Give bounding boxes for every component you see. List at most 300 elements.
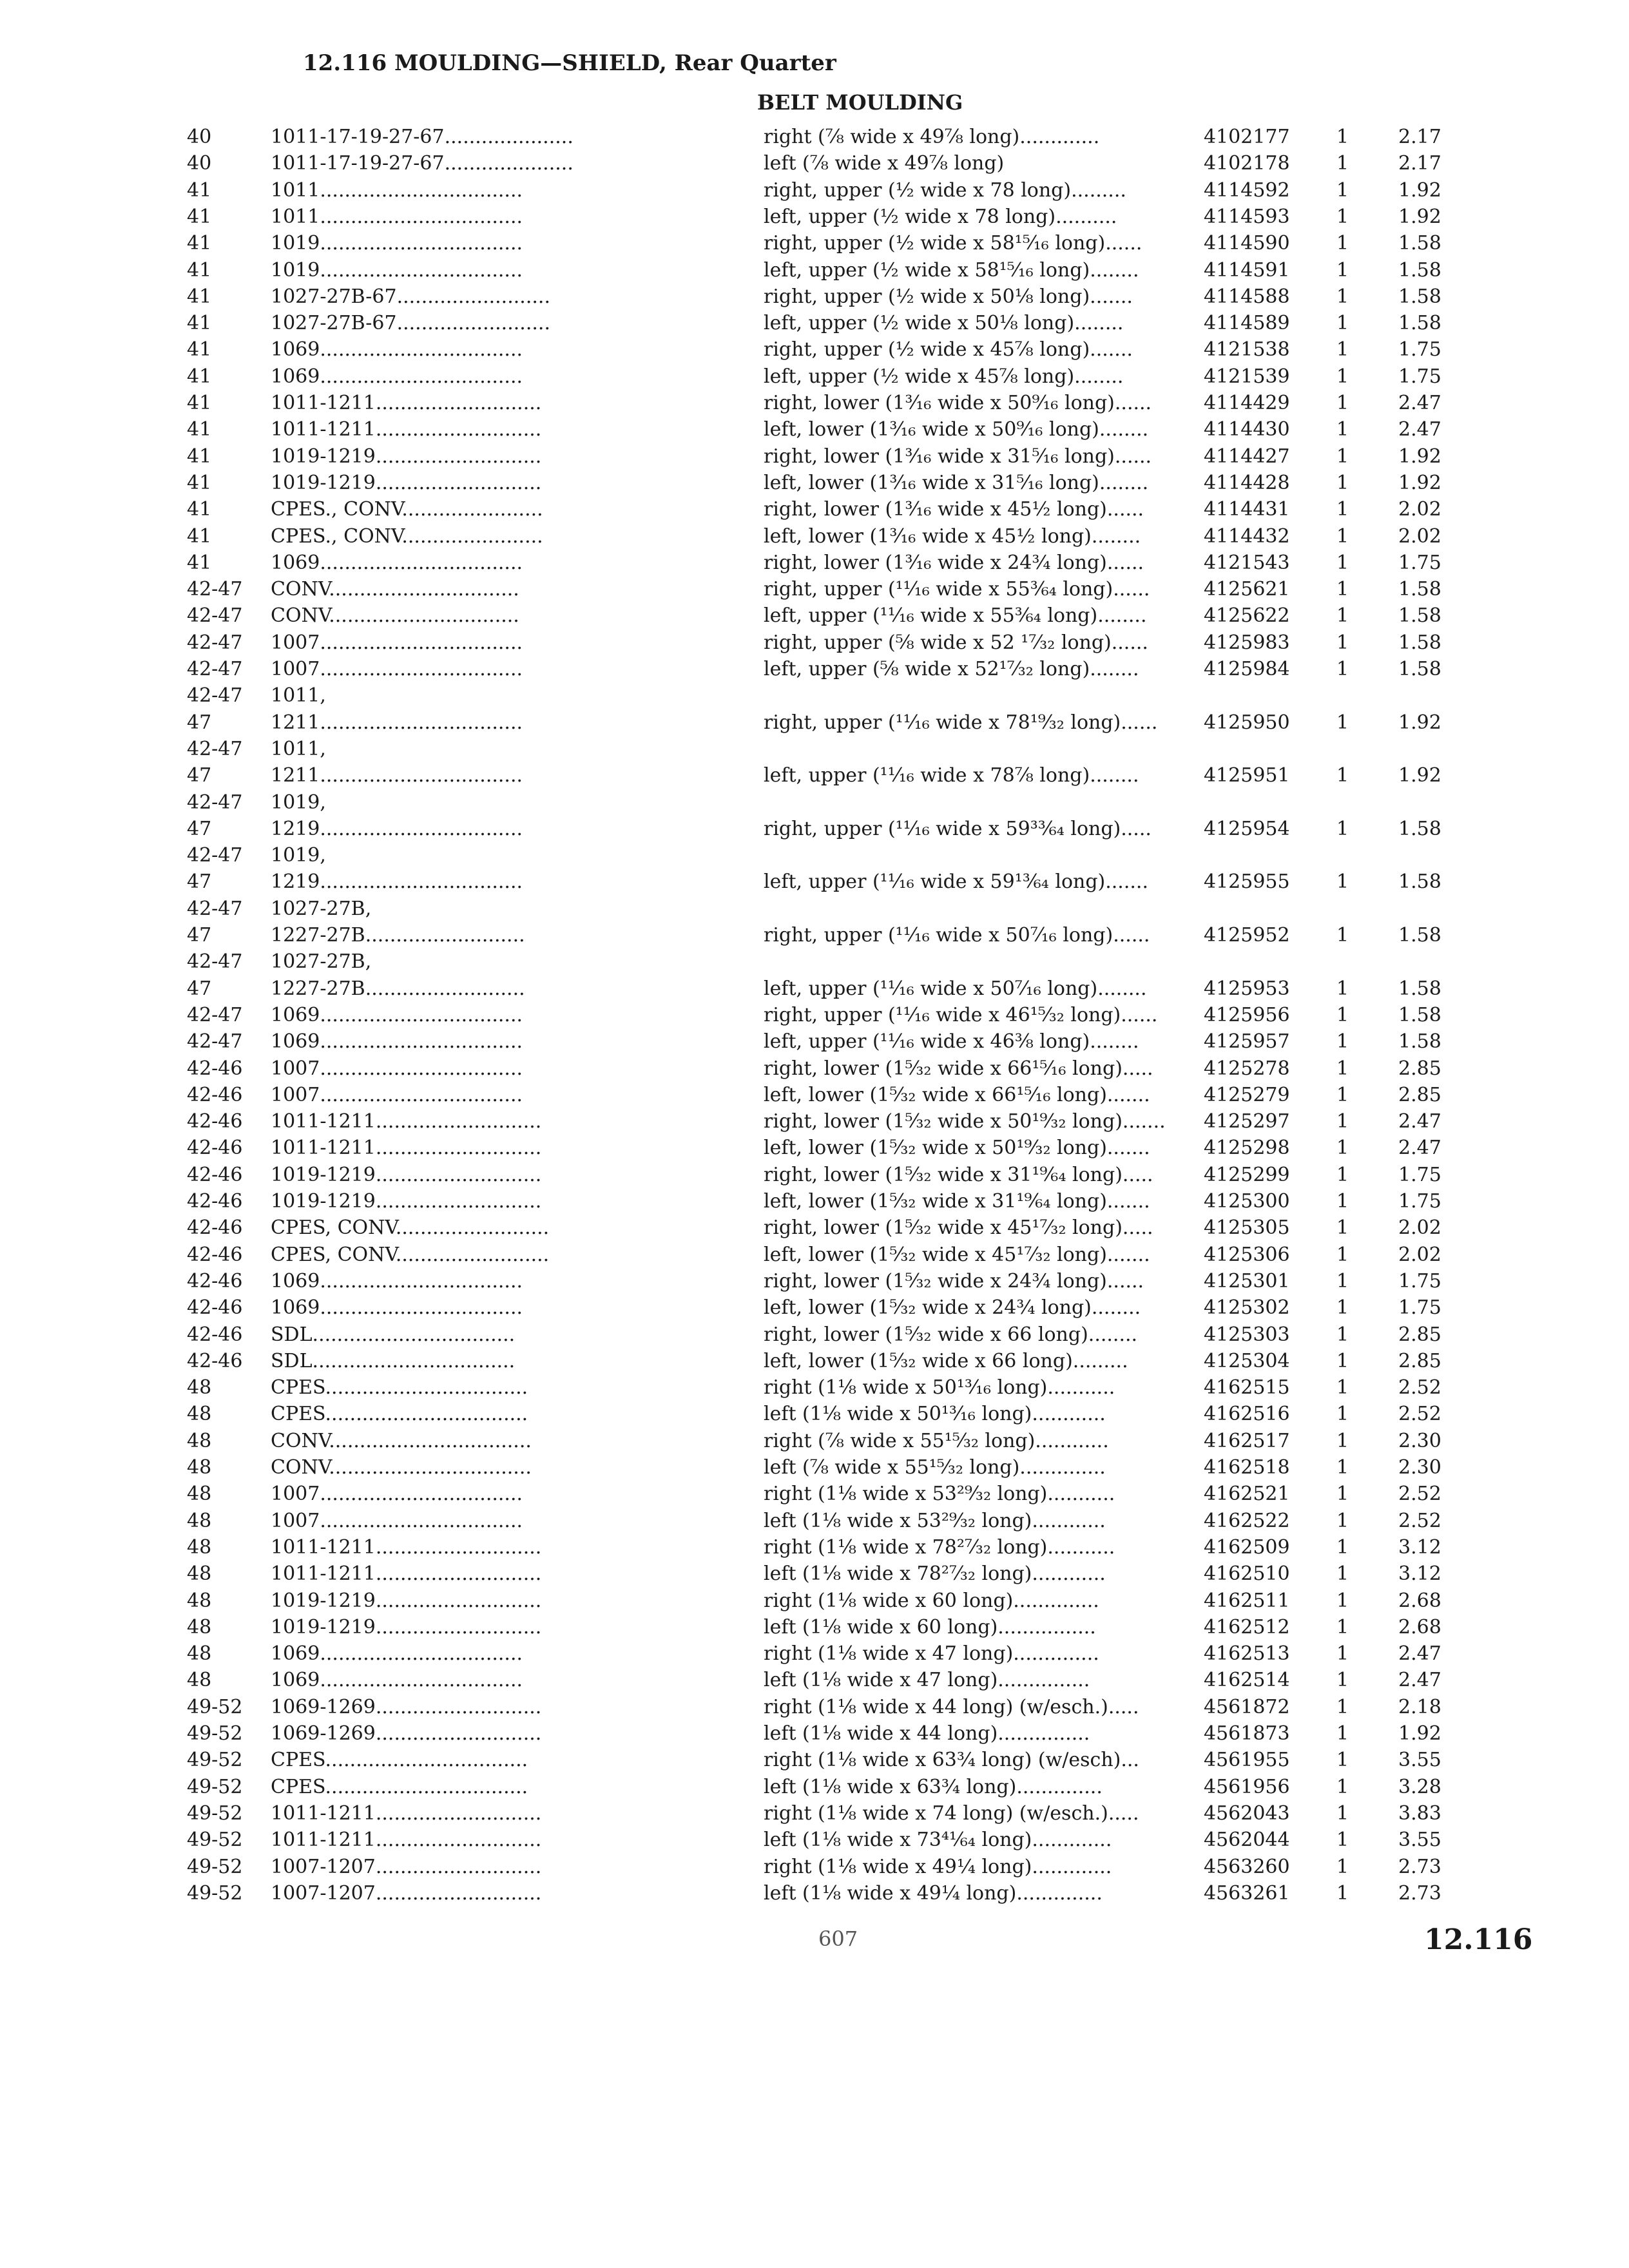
quantity: 1: [1336, 232, 1349, 255]
part-number: 4125299: [1204, 1163, 1290, 1186]
model-list: SDL.................................: [271, 1349, 516, 1372]
figure-number: 42-46: [187, 1057, 243, 1080]
price: 1.58: [1398, 631, 1441, 654]
model-list: 1027-27B-67.........................: [271, 285, 550, 308]
quantity: 1: [1336, 551, 1349, 574]
part-number: 4162513: [1204, 1642, 1290, 1666]
figure-number: 42-47: [187, 844, 243, 867]
price: 2.47: [1398, 1137, 1441, 1160]
part-description: left, lower (1⁵⁄₃₂ wide x 24¾ long)........: [764, 1296, 1141, 1320]
figure-number: 42-47: [187, 1003, 243, 1026]
price: 1.58: [1398, 258, 1441, 282]
price: 1.58: [1398, 232, 1441, 255]
part-number: 4125953: [1204, 977, 1290, 1000]
table-row: [0, 869, 1629, 895]
part-description: left, lower (1³⁄₁₆ wide x 45½ long)........: [764, 524, 1141, 548]
price: 2.17: [1398, 152, 1441, 175]
price: 2.52: [1398, 1509, 1441, 1532]
part-description: left, lower (1⁵⁄₃₂ wide x 66¹⁵⁄₁₆ long).......: [764, 1083, 1150, 1106]
model-list: 1219.................................: [271, 817, 523, 840]
table-row: [0, 1135, 1629, 1161]
part-number: 4561956: [1204, 1775, 1290, 1798]
part-number: 4114430: [1204, 418, 1290, 441]
quantity: 1: [1336, 1775, 1349, 1798]
quantity: 1: [1336, 870, 1349, 894]
price: 2.02: [1398, 1243, 1441, 1266]
part-description: right, lower (1⁵⁄₃₂ wide x 66 long)........: [764, 1323, 1138, 1346]
page-code: 12.116: [1424, 1923, 1533, 1956]
quantity: 1: [1336, 524, 1349, 548]
price: 2.73: [1398, 1855, 1441, 1878]
table-row: [0, 922, 1629, 948]
price: 1.58: [1398, 578, 1441, 601]
figure-number: 42-46: [187, 1083, 243, 1106]
model-list: 1069.................................: [271, 1642, 523, 1666]
quantity: 1: [1336, 205, 1349, 228]
table-row: [0, 1880, 1629, 1907]
figure-number: 42-46: [187, 1190, 243, 1213]
figure-number: 48: [187, 1376, 212, 1399]
model-list: 1069.................................: [271, 365, 523, 388]
part-description: right (1⅛ wide x 53²⁹⁄₃₂ long)...........: [764, 1483, 1115, 1506]
figure-number: 47: [187, 764, 212, 787]
price: 1.92: [1398, 178, 1441, 202]
part-description: right, lower (1⁵⁄₃₂ wide x 31¹⁹⁄₆₄ long).....: [764, 1163, 1153, 1186]
part-description: right, lower (1³⁄₁₆ wide x 24¾ long)......: [764, 551, 1144, 574]
part-number: 4162515: [1204, 1376, 1290, 1399]
model-list: 1007-1207...........................: [271, 1881, 542, 1905]
figure-number: 47: [187, 870, 212, 894]
part-number: 4162516: [1204, 1403, 1290, 1426]
figure-number: 42-46: [187, 1110, 243, 1133]
quantity: 1: [1336, 126, 1349, 148]
part-number: 4125302: [1204, 1296, 1290, 1320]
model-list: 1011-1211...........................: [271, 1802, 542, 1825]
model-list: 1007-1207...........................: [271, 1855, 542, 1878]
figure-number: 47: [187, 977, 212, 1000]
part-number: 4114590: [1204, 232, 1290, 255]
table-row: [0, 682, 1629, 709]
figure-number: 41: [187, 365, 212, 388]
figure-number: 48: [187, 1615, 212, 1639]
model-list: CONV.................................: [271, 1429, 532, 1452]
table-row: [0, 1614, 1629, 1640]
figure-number: 40: [187, 126, 212, 148]
figure-number: 42-46: [187, 1137, 243, 1160]
part-number: 4125951: [1204, 764, 1290, 787]
quantity: 1: [1336, 764, 1349, 787]
part-description: left (1⅛ wide x 49¼ long)..............: [764, 1881, 1103, 1905]
part-description: left (1⅛ wide x 44 long)...............: [764, 1722, 1090, 1745]
table-row: [0, 550, 1629, 576]
model-list: 1007.................................: [271, 1509, 523, 1532]
table-row: [0, 1268, 1629, 1294]
part-description: left, lower (1⁵⁄₃₂ wide x 66 long).........: [764, 1349, 1128, 1372]
table-row: [0, 1747, 1629, 1773]
price: 2.85: [1398, 1057, 1441, 1080]
part-number: 4125621: [1204, 578, 1290, 601]
part-number: 4562043: [1204, 1802, 1290, 1825]
table-row: [0, 1561, 1629, 1587]
part-number: 4125956: [1204, 1003, 1290, 1026]
model-list: 1069.................................: [271, 1669, 523, 1692]
price: 1.58: [1398, 817, 1441, 840]
price: 1.58: [1398, 285, 1441, 308]
table-row: [0, 230, 1629, 256]
part-number: 4114591: [1204, 258, 1290, 282]
model-list: CONV...............................: [271, 604, 519, 628]
quantity: 1: [1336, 604, 1349, 628]
figure-number: 41: [187, 524, 212, 548]
figure-number: 41: [187, 285, 212, 308]
quantity: 1: [1336, 1483, 1349, 1506]
part-number: 4162518: [1204, 1456, 1290, 1479]
part-number: 4563260: [1204, 1855, 1290, 1878]
table-row: [0, 1055, 1629, 1082]
model-list: 1011.................................: [271, 205, 523, 228]
table-row: [0, 1188, 1629, 1215]
part-number: 4125983: [1204, 631, 1290, 654]
price: 2.17: [1398, 126, 1441, 148]
price: 2.85: [1398, 1083, 1441, 1106]
model-list: 1227-27B..........................: [271, 924, 525, 947]
part-description: right, upper (¹¹⁄₁₆ wide x 50⁷⁄₁₆ long)......: [764, 924, 1150, 947]
model-list: SDL.................................: [271, 1323, 516, 1346]
price: 1.75: [1398, 1163, 1441, 1186]
table-row: [0, 1508, 1629, 1534]
part-description: left, lower (1³⁄₁₆ wide x 31⁵⁄₁₆ long)........: [764, 471, 1149, 494]
quantity: 1: [1336, 445, 1349, 468]
part-description: left (⅞ wide x 49⅞ long): [764, 152, 1005, 175]
table-row: [0, 602, 1629, 629]
price: 1.58: [1398, 658, 1441, 680]
part-description: right, lower (1³⁄₁₆ wide x 50⁹⁄₁₆ long)......: [764, 392, 1152, 414]
quantity: 1: [1336, 1695, 1349, 1718]
figure-number: 48: [187, 1535, 212, 1559]
quantity: 1: [1336, 1030, 1349, 1053]
price: 2.52: [1398, 1483, 1441, 1506]
table-row: [0, 576, 1629, 602]
figure-number: 49-52: [187, 1855, 243, 1878]
table-row: [0, 1694, 1629, 1720]
quantity: 1: [1336, 1615, 1349, 1639]
part-number: 4114428: [1204, 471, 1290, 494]
model-list: CPES, CONV.........................: [271, 1216, 550, 1240]
figure-number: 49-52: [187, 1722, 243, 1745]
quantity: 1: [1336, 258, 1349, 282]
price: 2.47: [1398, 1642, 1441, 1666]
table-row: [0, 1720, 1629, 1747]
model-list: 1007.................................: [271, 631, 523, 654]
price: 1.75: [1398, 551, 1441, 574]
part-description: left, upper (¹¹⁄₁₆ wide x 50⁷⁄₁₆ long)........: [764, 977, 1147, 1000]
price: 3.83: [1398, 1802, 1441, 1825]
part-description: left (1⅛ wide x 50¹³⁄₁₆ long)............: [764, 1403, 1106, 1426]
table-row: [0, 1108, 1629, 1135]
quantity: 1: [1336, 1429, 1349, 1452]
model-list: 1011-1211...........................: [271, 418, 542, 441]
price: 1.58: [1398, 312, 1441, 335]
section-title: BELT MOULDING: [757, 90, 963, 115]
figure-number: 41: [187, 338, 212, 361]
part-description: left, upper (¹¹⁄₁₆ wide x 59¹³⁄₆₄ long).......: [764, 870, 1148, 894]
model-list: 1069-1269...........................: [271, 1722, 542, 1745]
part-description: left, lower (1⁵⁄₃₂ wide x 50¹⁹⁄₃₂ long).......: [764, 1137, 1150, 1160]
table-row: [0, 257, 1629, 284]
part-description: right (1⅛ wide x 74 long) (w/esch.).....: [764, 1802, 1139, 1825]
quantity: 1: [1336, 1456, 1349, 1479]
model-list: 1211.................................: [271, 711, 523, 734]
table-row: [0, 629, 1629, 656]
model-list: 1069.................................: [271, 551, 523, 574]
part-description: right, upper (⅝ wide x 52 ¹⁷⁄₃₂ long)......: [764, 631, 1148, 654]
part-description: left (1⅛ wide x 78²⁷⁄₃₂ long)............: [764, 1562, 1106, 1586]
figure-number: 41: [187, 312, 212, 335]
model-list: 1019,: [271, 791, 326, 814]
part-number: 4125298: [1204, 1137, 1290, 1160]
price: 1.75: [1398, 1269, 1441, 1293]
table-row: [0, 1002, 1629, 1028]
table-row: [0, 975, 1629, 1002]
model-list: 1069.................................: [271, 1030, 523, 1053]
part-description: left, lower (1³⁄₁₆ wide x 50⁹⁄₁₆ long)........: [764, 418, 1149, 441]
quantity: 1: [1336, 1296, 1349, 1320]
quantity: 1: [1336, 418, 1349, 441]
price: 1.75: [1398, 338, 1441, 361]
quantity: 1: [1336, 1163, 1349, 1186]
price: 2.47: [1398, 1110, 1441, 1133]
price: 2.52: [1398, 1376, 1441, 1399]
part-number: 4125306: [1204, 1243, 1290, 1266]
model-list: 1019.................................: [271, 258, 523, 282]
figure-number: 47: [187, 817, 212, 840]
model-list: 1019-1219...........................: [271, 1190, 542, 1213]
quantity: 1: [1336, 1243, 1349, 1266]
table-row: [0, 709, 1629, 736]
quantity: 1: [1336, 1057, 1349, 1080]
part-number: 4114431: [1204, 498, 1290, 521]
price: 2.68: [1398, 1589, 1441, 1612]
model-list: 1069.................................: [271, 1003, 523, 1026]
part-number: 4114427: [1204, 445, 1290, 468]
figure-number: 42-46: [187, 1216, 243, 1240]
part-number: 4125954: [1204, 817, 1290, 840]
part-description: left, upper (⅝ wide x 52¹⁷⁄₃₂ long)........: [764, 658, 1139, 680]
model-list: 1011-17-19-27-67.....................: [271, 152, 574, 175]
part-description: right, upper (½ wide x 50⅛ long).......: [764, 285, 1133, 308]
model-list: 1011-1211...........................: [271, 1829, 542, 1852]
figure-number: 48: [187, 1509, 212, 1532]
part-number: 4561955: [1204, 1749, 1290, 1772]
table-row: [0, 1162, 1629, 1188]
quantity: 1: [1336, 178, 1349, 202]
figure-number: 41: [187, 205, 212, 228]
model-list: CPES., CONV.......................: [271, 524, 543, 548]
quantity: 1: [1336, 338, 1349, 361]
part-number: 4121543: [1204, 551, 1290, 574]
figure-number: 49-52: [187, 1829, 243, 1852]
price: 1.58: [1398, 1003, 1441, 1026]
figure-number: 48: [187, 1403, 212, 1426]
quantity: 1: [1336, 1137, 1349, 1160]
figure-number: 41: [187, 445, 212, 468]
part-description: right, lower (1³⁄₁₆ wide x 31⁵⁄₁₆ long)......: [764, 445, 1152, 468]
table-row: [0, 1854, 1629, 1880]
table-row: [0, 656, 1629, 682]
part-number: 4125278: [1204, 1057, 1290, 1080]
part-number: 4102178: [1204, 152, 1290, 175]
table-row: [0, 1588, 1629, 1614]
part-description: left, upper (¹¹⁄₁₆ wide x 46⅜ long)........: [764, 1030, 1139, 1053]
quantity: 1: [1336, 1190, 1349, 1213]
part-description: left (1⅛ wide x 53²⁹⁄₃₂ long)............: [764, 1509, 1106, 1532]
part-number: 4563261: [1204, 1881, 1290, 1905]
model-list: CPES., CONV.......................: [271, 498, 543, 521]
model-list: 1019-1219...........................: [271, 1615, 542, 1639]
model-list: CPES.................................: [271, 1403, 528, 1426]
model-list: 1011-1211...........................: [271, 1110, 542, 1133]
figure-number: 41: [187, 498, 212, 521]
figure-number: 49-52: [187, 1881, 243, 1905]
figure-number: 47: [187, 711, 212, 734]
table-row: [0, 204, 1629, 230]
quantity: 1: [1336, 1669, 1349, 1692]
table-row: [0, 1774, 1629, 1800]
part-number: 4121539: [1204, 365, 1290, 388]
part-description: left, upper (½ wide x 45⅞ long)........: [764, 365, 1124, 388]
part-number: 4125957: [1204, 1030, 1290, 1053]
model-list: CPES.................................: [271, 1775, 528, 1798]
price: 2.02: [1398, 524, 1441, 548]
model-list: CPES.................................: [271, 1376, 528, 1399]
figure-number: 41: [187, 551, 212, 574]
page-number: 607: [818, 1927, 858, 1951]
price: 1.58: [1398, 604, 1441, 628]
price: 2.73: [1398, 1881, 1441, 1905]
quantity: 1: [1336, 365, 1349, 388]
price: 2.85: [1398, 1349, 1441, 1372]
price: 1.58: [1398, 870, 1441, 894]
quantity: 1: [1336, 631, 1349, 654]
table-row: [0, 1028, 1629, 1055]
part-description: left (1⅛ wide x 73⁴¹⁄₆₄ long).............: [764, 1829, 1112, 1852]
part-description: left, lower (1⁵⁄₃₂ wide x 45¹⁷⁄₃₂ long).......: [764, 1243, 1150, 1266]
figure-number: 41: [187, 258, 212, 282]
price: 1.58: [1398, 977, 1441, 1000]
figure-number: 41: [187, 418, 212, 441]
quantity: 1: [1336, 498, 1349, 521]
figure-number: 49-52: [187, 1802, 243, 1825]
model-list: 1027-27B-67.........................: [271, 312, 550, 335]
model-list: 1011-1211...........................: [271, 1535, 542, 1559]
quantity: 1: [1336, 1003, 1349, 1026]
part-number: 4162517: [1204, 1429, 1290, 1452]
price: 3.12: [1398, 1535, 1441, 1559]
model-list: 1007.................................: [271, 658, 523, 680]
table-row: [0, 789, 1629, 816]
part-description: right, lower (1³⁄₁₆ wide x 45½ long)......: [764, 498, 1144, 521]
part-description: left (1⅛ wide x 60 long)................: [764, 1615, 1096, 1639]
model-list: 1011-17-19-27-67.....................: [271, 126, 574, 148]
part-number: 4114593: [1204, 205, 1290, 228]
table-row: [0, 1428, 1629, 1454]
model-list: 1011-1211...........................: [271, 1562, 542, 1586]
quantity: 1: [1336, 312, 1349, 335]
quantity: 1: [1336, 1216, 1349, 1240]
part-description: left (1⅛ wide x 63¾ long)..............: [764, 1775, 1103, 1798]
figure-number: 47: [187, 924, 212, 947]
model-list: 1007.................................: [271, 1057, 523, 1080]
price: 1.92: [1398, 764, 1441, 787]
model-list: 1011,: [271, 737, 326, 760]
part-number: 4125300: [1204, 1190, 1290, 1213]
part-number: 4562044: [1204, 1829, 1290, 1852]
model-list: CONV...............................: [271, 578, 519, 601]
price: 3.12: [1398, 1562, 1441, 1586]
part-number: 4125955: [1204, 870, 1290, 894]
price: 2.02: [1398, 1216, 1441, 1240]
model-list: 1227-27B..........................: [271, 977, 525, 1000]
part-description: right (1⅛ wide x 44 long) (w/esch.).....: [764, 1695, 1139, 1718]
figure-number: 42-47: [187, 658, 243, 680]
quantity: 1: [1336, 1829, 1349, 1852]
quantity: 1: [1336, 392, 1349, 414]
table-row: [0, 1640, 1629, 1667]
table-row: [0, 470, 1629, 496]
figure-number: 48: [187, 1589, 212, 1612]
price: 1.75: [1398, 1190, 1441, 1213]
figure-number: 42-47: [187, 1030, 243, 1053]
table-row: [0, 736, 1629, 762]
table-row: [0, 1481, 1629, 1507]
table-row: [0, 896, 1629, 922]
quantity: 1: [1336, 1269, 1349, 1293]
price: 3.55: [1398, 1749, 1441, 1772]
part-description: right (1⅛ wide x 47 long)..............: [764, 1642, 1099, 1666]
quantity: 1: [1336, 711, 1349, 734]
price: 1.75: [1398, 1296, 1441, 1320]
quantity: 1: [1336, 924, 1349, 947]
part-description: right, upper (¹¹⁄₁₆ wide x 59³³⁄₆₄ long).....: [764, 817, 1152, 840]
part-description: right, upper (½ wide x 78 long).........: [764, 178, 1126, 202]
quantity: 1: [1336, 1323, 1349, 1346]
model-list: 1069.................................: [271, 1269, 523, 1293]
model-list: CONV.................................: [271, 1456, 532, 1479]
model-list: 1019-1219...........................: [271, 471, 542, 494]
price: 1.58: [1398, 1030, 1441, 1053]
figure-number: 48: [187, 1456, 212, 1479]
figure-number: 42-46: [187, 1323, 243, 1346]
price: 1.92: [1398, 711, 1441, 734]
figure-number: 40: [187, 152, 212, 175]
price: 3.55: [1398, 1829, 1441, 1852]
price: 1.92: [1398, 205, 1441, 228]
part-number: 4125301: [1204, 1269, 1290, 1293]
model-list: 1069.................................: [271, 1296, 523, 1320]
part-number: 4162511: [1204, 1589, 1290, 1612]
table-row: [0, 1082, 1629, 1108]
figure-number: 42-46: [187, 1269, 243, 1293]
part-description: left, lower (1⁵⁄₃₂ wide x 31¹⁹⁄₆₄ long).......: [764, 1190, 1150, 1213]
part-description: left, upper (½ wide x 58¹⁵⁄₁₆ long)........: [764, 258, 1139, 282]
table-row: [0, 390, 1629, 416]
part-number: 4121538: [1204, 338, 1290, 361]
table-row: [0, 523, 1629, 550]
part-description: right, upper (½ wide x 45⅞ long).......: [764, 338, 1133, 361]
model-list: 1027-27B,: [271, 950, 372, 974]
figure-number: 42-47: [187, 578, 243, 601]
table-row: [0, 336, 1629, 363]
